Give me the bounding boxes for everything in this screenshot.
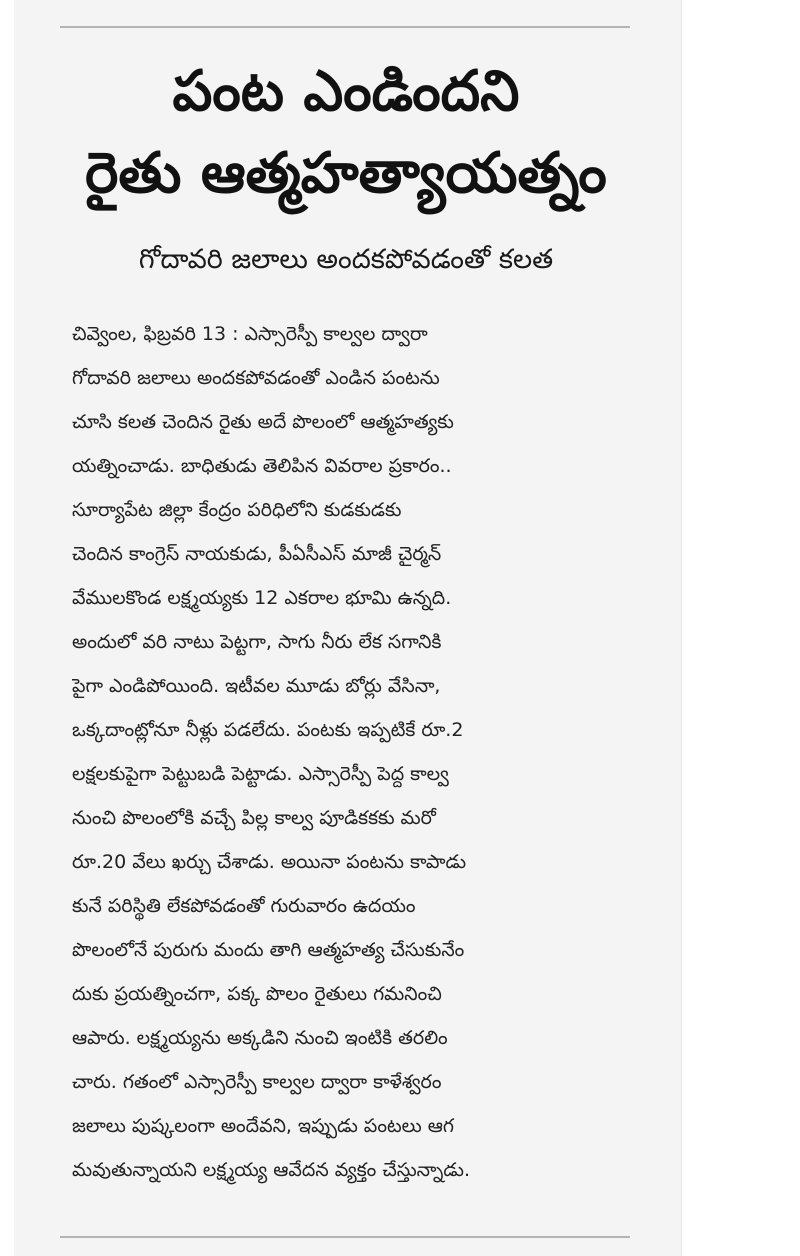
body-line: యత్నించాడు. బాధితుడు తెలిపిన వివరాల ప్రకారం.. [72, 455, 452, 477]
body-line: కునే పరిస్థితి లేకపోవడంతో గురువారం ఉదయం [72, 895, 416, 917]
body-line: రూ.20 వేలు ఖర్చు చేశాడు. అయినా పంటను కాపాడు [72, 851, 467, 873]
body-line: నుంచి పొలంలోకి వచ్చే పిల్ల కాల్వ పూడికకకు మరో [72, 807, 436, 829]
body-line: జలాలు పుష్కలంగా అందేవని, ఇప్పుడు పంటలు ఆగ [72, 1115, 454, 1137]
article-body [72, 312, 658, 1192]
body-line: ఒక్కదాంట్లోనూ నీళ్లు పడలేదు. పంటకు ఇప్పటికే రూ.2 [72, 719, 464, 741]
body-line: పైగా ఎండిపోయింది. ఇటీవల మూడు బోర్లు వేసినా, [72, 675, 441, 697]
body-line: ఆపారు. లక్ష్మయ్యను అక్కడిని నుంచి ఇంటికి తరలిం [72, 1027, 448, 1049]
body-line: చారు. గతంలో ఎస్సారెస్పీ కాల్వల ద్వారా కాళేశ్వరం [72, 1071, 442, 1093]
headline-line-2: రైతు ఆత్మహత్యాయత్నం [85, 141, 607, 206]
body-line: చివ్వెంల, ఫిబ్రవరి 13 : ఎస్సారెస్పీ కాల్వల ద్వారా [72, 323, 428, 345]
body-line: దుకు ప్రయత్నించగా, పక్క పొలం రైతులు గమనించి [72, 983, 442, 1005]
body-line: సూర్యాపేట జిల్లా కేంద్రం పరిధిలోని కుడకుడకు [72, 499, 402, 521]
headline-line-1: పంట ఎండిందని [172, 59, 520, 124]
subheadline: గోదావరి జలాలు అందకపోవడంతో కలత [138, 244, 554, 275]
body-line: వేములకొండ లక్ష్మయ్యకు 12 ఎకరాల భూమి ఉన్నది. [72, 587, 452, 609]
body-line: లక్షలకుపైగా పెట్టుబడి పెట్టాడు. ఎస్సారెస్పీ పెద్ద కాల్వ [72, 763, 449, 785]
body-line: చూసి కలత చెందిన రైతు అదే పొలంలో ఆత్మహత్యకు [72, 411, 454, 433]
body-line: మవుతున్నాయని లక్ష్మయ్య ఆవేదన వ్యక్తం చేస్తున్నాడు. [72, 1159, 471, 1181]
body-line: అందులో వరి నాటు పెట్టగా, సాగు నీరు లేక సగానికి [72, 631, 442, 653]
body-line: పొలంలోనే పురుగు మందు తాగి ఆత్మహత్య చేసుకునేం [72, 939, 465, 961]
body-line: గోదావరి జలాలు అందకపోవడంతో ఎండిన పంటను [72, 367, 440, 389]
body-line: చెందిన కాంగ్రెస్ నాయకుడు, పీఏసీఎస్ మాజీ చైర్మన్ [72, 543, 442, 565]
top-divider-rule [60, 26, 630, 28]
bottom-divider-rule [60, 1236, 630, 1238]
